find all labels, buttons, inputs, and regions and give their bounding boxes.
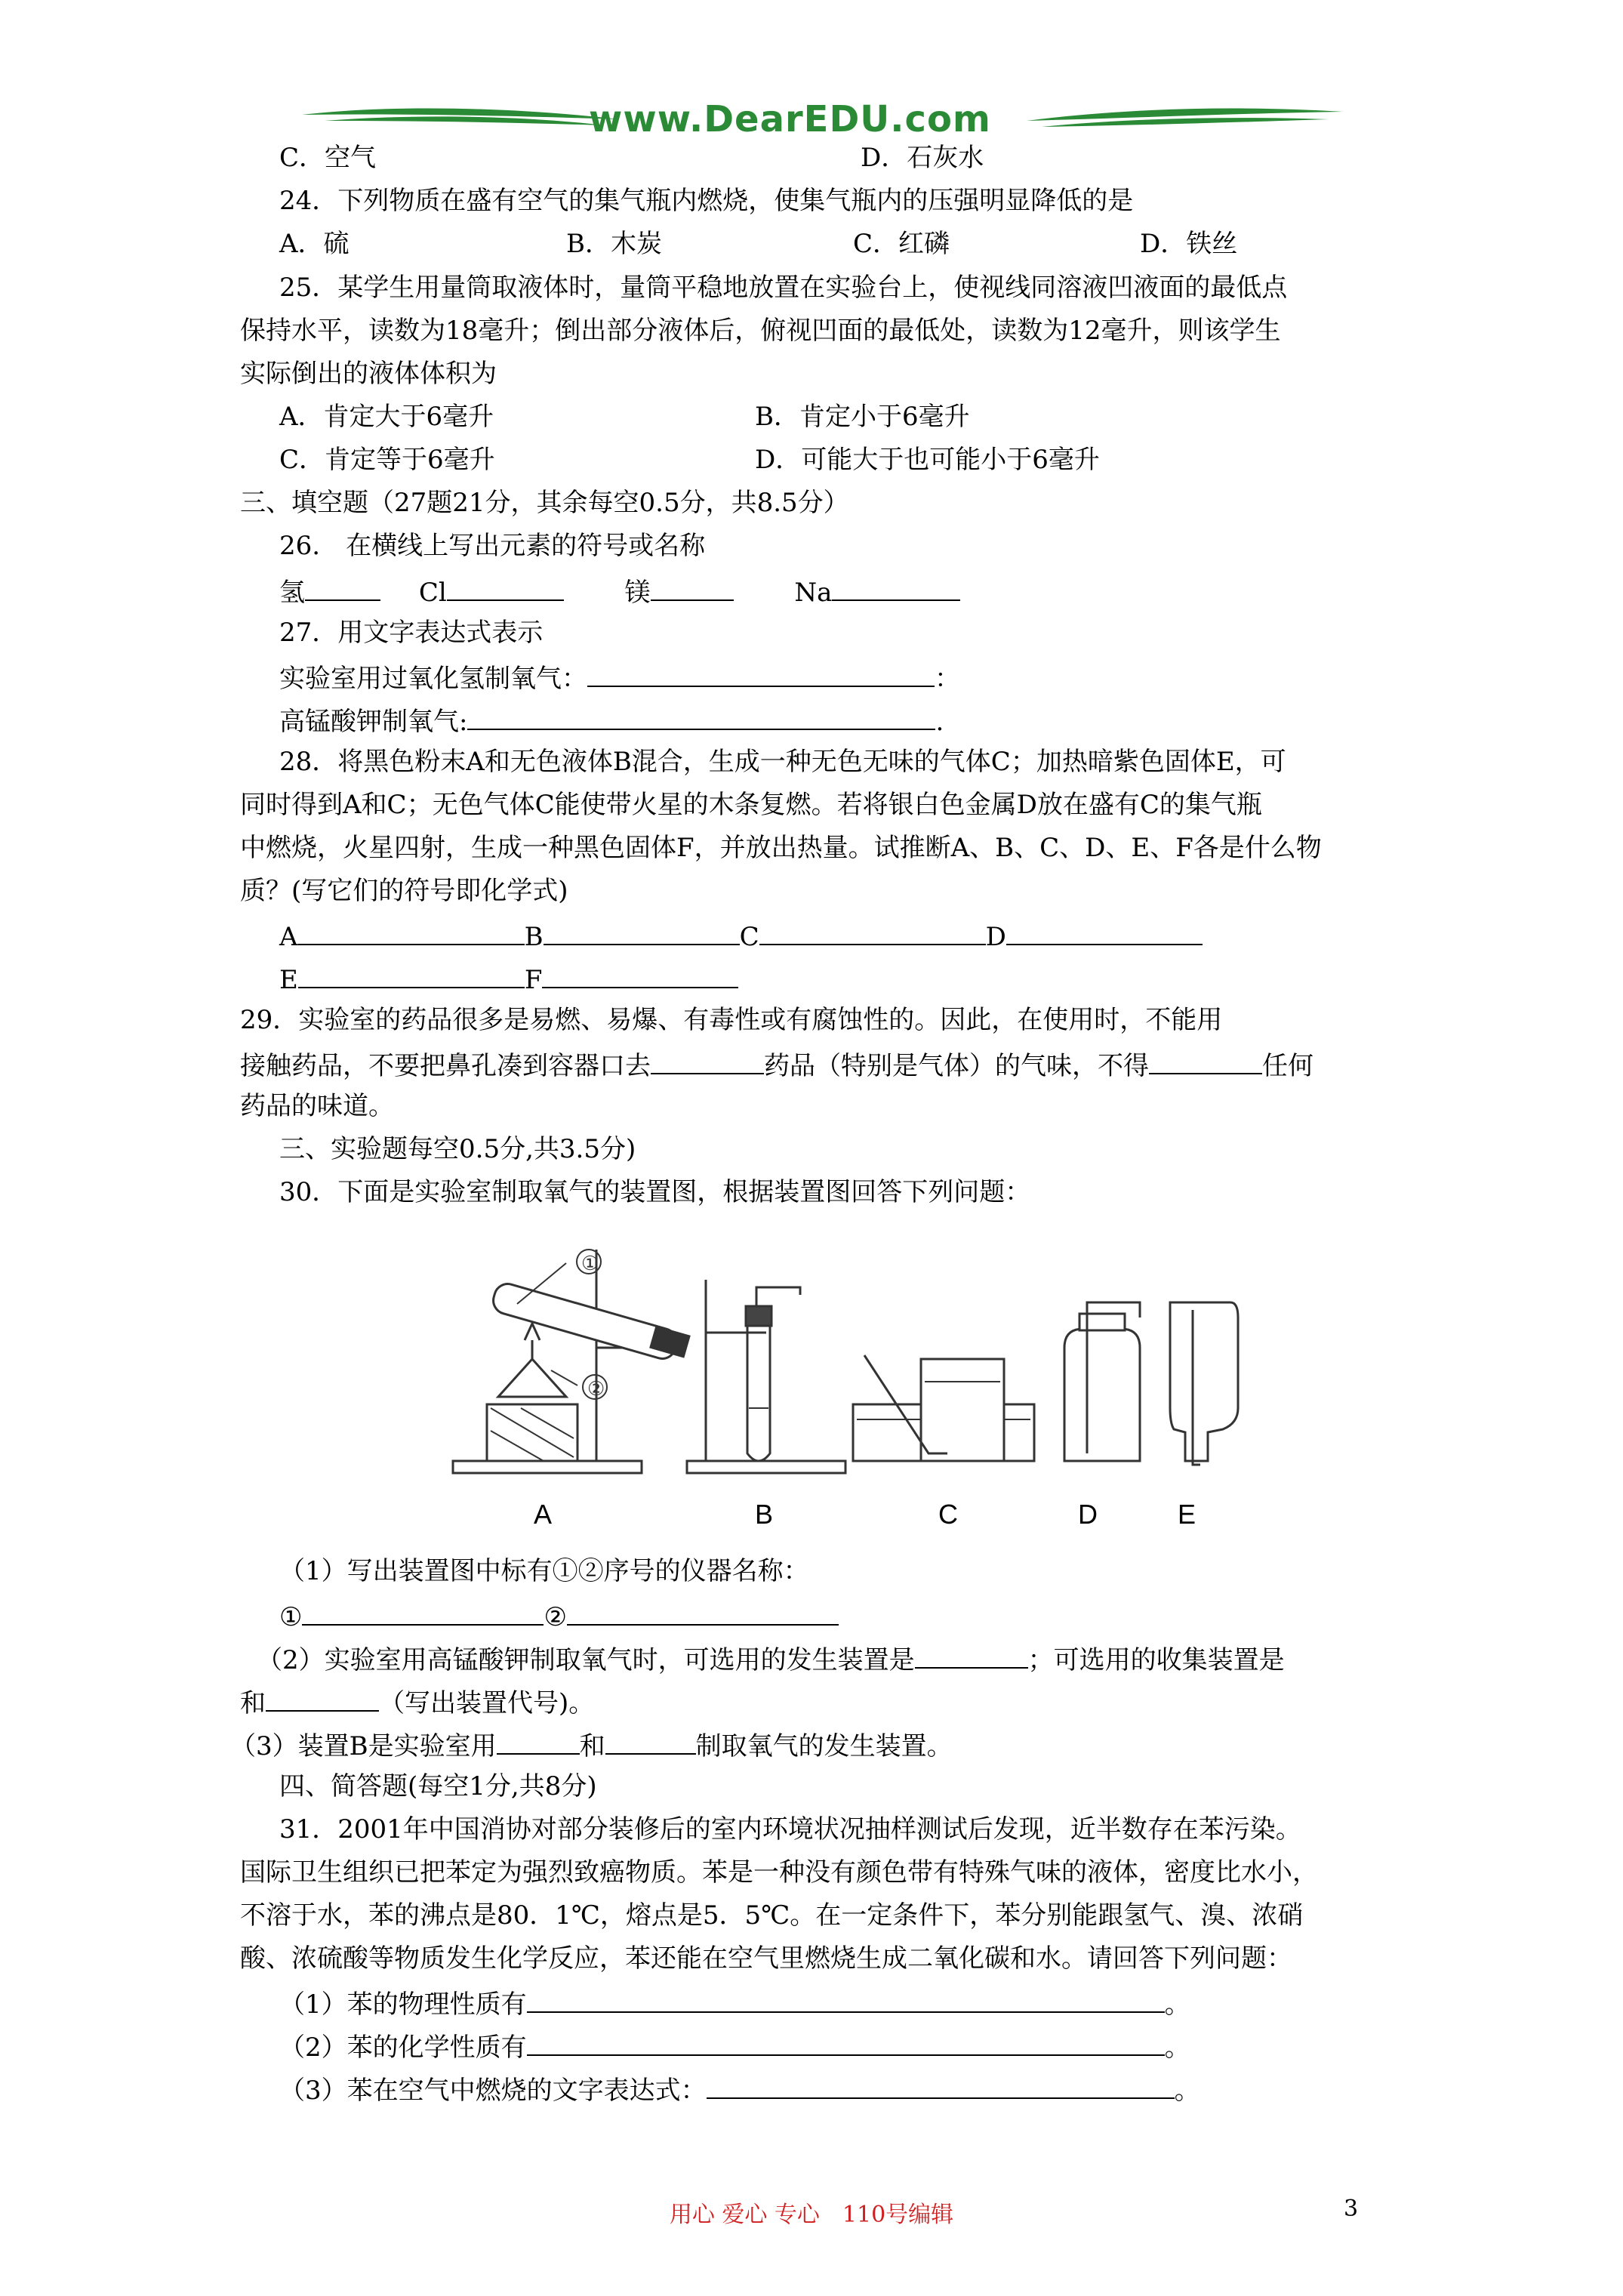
q30-part2-a: （2）实验室用高锰酸钾制取氧气时，可选用的发生装置是 bbox=[257, 1645, 915, 1675]
q30-blank-6[interactable] bbox=[605, 1727, 696, 1755]
q31-part1-label: （1）苯的物理性质有 bbox=[279, 1989, 527, 2020]
q28-label-e: E bbox=[279, 965, 298, 995]
q31-part2 bbox=[279, 2029, 1190, 2063]
q29-line2 bbox=[240, 1047, 1313, 1082]
q30-part1-blanks bbox=[279, 1598, 839, 1633]
q26-sodium: Na bbox=[794, 578, 833, 608]
q24-stem: 24．下列物质在盛有空气的集气瓶内燃烧，使集气瓶内的压强明显降低的是 bbox=[279, 186, 1134, 216]
q26-blank-2[interactable] bbox=[447, 574, 564, 601]
q28-line1: 28．将黑色粉末A和无色液体B混合，生成一种无色无味的气体C；加热暗紫色固体E，可 bbox=[279, 747, 1286, 777]
q29-part2: 药品（特别是气体）的气味，不得 bbox=[764, 1051, 1149, 1081]
label-a: A bbox=[534, 1499, 553, 1530]
page-number: 3 bbox=[1344, 2196, 1359, 2222]
label-d: D bbox=[1078, 1499, 1098, 1530]
q30-blank-2[interactable] bbox=[567, 1598, 839, 1626]
q28-blank-c[interactable] bbox=[759, 918, 986, 945]
q26-blank-4[interactable] bbox=[832, 574, 960, 601]
q31-part1-end: 。 bbox=[1164, 1989, 1190, 2020]
q29-blank-1[interactable] bbox=[651, 1047, 764, 1074]
q27a-end: ： bbox=[935, 664, 960, 694]
q28-label-f: F bbox=[524, 965, 543, 995]
q30-part3-b: 和 bbox=[579, 1731, 605, 1761]
banner-right-swoosh-2 bbox=[1042, 118, 1329, 127]
q26-stem: 26. 在横线上写出元素的符号或名称 bbox=[279, 531, 706, 561]
q29-blank-2[interactable] bbox=[1149, 1047, 1262, 1074]
q30-stem: 30．下面是实验室制取氧气的装置图，根据装置图回答下列问题： bbox=[279, 1177, 1031, 1207]
q30-blank-5[interactable] bbox=[497, 1727, 580, 1755]
label-c: C bbox=[938, 1499, 958, 1530]
q29-line3: 药品的味道。 bbox=[240, 1091, 394, 1121]
q27a-label: 实验室用过氧化氢制氧气： bbox=[279, 664, 587, 694]
q28-blank-b[interactable] bbox=[544, 918, 740, 945]
q31-line3: 不溶于水，苯的沸点是80．1℃，熔点是5．5℃。在一定条件下，苯分别能跟氢气、溴、浓硝 bbox=[240, 1900, 1304, 1931]
apparatus-d bbox=[1064, 1302, 1140, 1461]
q28-blanks-row1 bbox=[279, 918, 1203, 953]
q29-line1: 29．实验室的药品很多是易燃、易爆、有毒性或有腐蚀性的。因此，在使用时，不能用 bbox=[240, 1005, 1223, 1035]
q28-blank-a[interactable] bbox=[298, 918, 525, 945]
q31-blank-2[interactable] bbox=[527, 2029, 1165, 2056]
apparatus-e bbox=[1170, 1302, 1238, 1465]
apparatus-diagram bbox=[445, 1234, 1246, 1536]
q27b-label: 高锰酸钾制氧气: bbox=[279, 707, 468, 737]
label-e: E bbox=[1178, 1499, 1196, 1530]
q23-option-c: C．空气 bbox=[279, 143, 377, 173]
q28-label-d: D bbox=[985, 922, 1006, 952]
q27-stem: 27．用文字表达式表示 bbox=[279, 618, 544, 648]
q27-line-b bbox=[279, 703, 944, 738]
apparatus-a bbox=[453, 1250, 689, 1473]
q26-magnesium: 镁 bbox=[624, 578, 651, 608]
q28-label-a: A bbox=[279, 922, 298, 952]
q29-part1: 接触药品，不要把鼻孔凑到容器口去 bbox=[240, 1051, 651, 1081]
q28-label-b: B bbox=[524, 922, 544, 952]
q28-blank-f[interactable] bbox=[542, 961, 738, 988]
q30-blank-1[interactable] bbox=[302, 1598, 544, 1626]
q30-part1: （1）写出装置图中标有①②序号的仪器名称： bbox=[279, 1556, 809, 1586]
q25-option-b: B．肯定小于6毫升 bbox=[755, 402, 970, 432]
q26-blank-1[interactable] bbox=[305, 574, 380, 601]
q28-line3: 中燃烧，火星四射，生成一种黑色固体F，并放出热量。试推断A、B、C、D、E、F各是什么物 bbox=[240, 833, 1322, 863]
section-fill-in-heading: 三、填空题（27题21分，其余每空0.5分，共8.5分） bbox=[240, 488, 849, 518]
q26-chlorine: Cl bbox=[418, 578, 447, 608]
q30-part3-c: 制取氧气的发生装置。 bbox=[695, 1731, 953, 1761]
section-experiment-heading: 三、实验题每空0.5分,共3.5分) bbox=[279, 1134, 636, 1164]
q31-line1: 31．2001年中国消协对部分装修后的室内环境状况抽样测试后发现，近半数存在苯污染。 bbox=[279, 1814, 1301, 1845]
label-b: B bbox=[755, 1499, 774, 1530]
q31-part3-label: （3）苯在空气中燃烧的文字表达式： bbox=[279, 2076, 707, 2106]
q28-blanks-row2 bbox=[279, 961, 738, 996]
q27-line-a bbox=[279, 660, 960, 695]
q31-blank-1[interactable] bbox=[527, 1986, 1165, 2013]
q26-blank-3[interactable] bbox=[651, 574, 734, 601]
q30-circle-2: ② bbox=[544, 1602, 567, 1632]
q27b-blank[interactable] bbox=[467, 703, 935, 730]
q31-part3-end: 。 bbox=[1174, 2076, 1200, 2106]
q28-label-c: C bbox=[739, 922, 759, 952]
site-url: www.DearEDU.com bbox=[589, 98, 991, 140]
section-short-answer-heading: 四、简答题(每空1分,共8分) bbox=[279, 1771, 597, 1801]
q25-option-d: D．可能大于也可能小于6毫升 bbox=[755, 445, 1100, 475]
q30-part2-d: （写出装置代号)。 bbox=[379, 1688, 595, 1718]
q24-option-d: D．铁丝 bbox=[1140, 229, 1238, 259]
q30-part2-c: 和 bbox=[240, 1688, 266, 1718]
q26-hydrogen: 氢 bbox=[279, 578, 305, 608]
apparatus-b bbox=[687, 1280, 845, 1473]
q28-blank-e[interactable] bbox=[298, 961, 525, 988]
q31-part3 bbox=[279, 2072, 1200, 2106]
q30-part3 bbox=[230, 1727, 953, 1762]
footer-note: 用心 爱心 专心 110号编辑 bbox=[669, 2202, 954, 2228]
q23-option-d: D．石灰水 bbox=[861, 143, 984, 173]
q28-line2: 同时得到A和C；无色气体C能使带火星的木条复燃。若将银白色金属D放在盛有C的集气瓶 bbox=[240, 790, 1262, 820]
q25-line3: 实际倒出的液体体积为 bbox=[240, 359, 497, 389]
q31-blank-3[interactable] bbox=[707, 2072, 1175, 2099]
q27b-end: . bbox=[935, 707, 944, 737]
q30-circle-1: ① bbox=[279, 1602, 303, 1632]
q31-line2: 国际卫生组织已把苯定为强烈致癌物质。苯是一种没有颜色带有特殊气味的液体，密度比水小， bbox=[240, 1857, 1318, 1888]
callout-1: ① bbox=[581, 1253, 599, 1275]
banner-left-swoosh-2 bbox=[325, 116, 604, 125]
q25-option-c: C．肯定等于6毫升 bbox=[279, 445, 495, 475]
q28-line4: 质？(写它们的符号即化学式) bbox=[240, 876, 568, 906]
q31-part2-label: （2）苯的化学性质有 bbox=[279, 2032, 527, 2063]
q30-part2-b: ；可选用的收集装置是 bbox=[1027, 1645, 1285, 1675]
q24-option-b: B．木炭 bbox=[566, 229, 662, 259]
apparatus-c bbox=[853, 1355, 1034, 1461]
q31-line4: 酸、浓硫酸等物质发生化学反应，苯还能在空气里燃烧生成二氧化碳和水。请回答下列问题： bbox=[240, 1943, 1292, 1974]
q30-blank-3[interactable] bbox=[915, 1641, 1028, 1669]
q25-option-a: A．肯定大于6毫升 bbox=[279, 402, 494, 432]
q28-blank-d[interactable] bbox=[1006, 918, 1203, 945]
q30-part2-line2 bbox=[240, 1684, 594, 1719]
q30-part3-a: （3）装置B是实验室用 bbox=[230, 1731, 497, 1761]
q31-part2-end: 。 bbox=[1164, 2032, 1190, 2063]
q30-blank-4[interactable] bbox=[266, 1684, 379, 1712]
q25-line2: 保持水平，读数为18毫升；倒出部分液体后，俯视凹面的最低处，读数为12毫升，则该学生 bbox=[240, 316, 1281, 346]
callout-2: ② bbox=[587, 1378, 605, 1401]
q25-line1: 25．某学生用量筒取液体时，量筒平稳地放置在实验台上，使视线同溶液凹液面的最低点 bbox=[279, 273, 1288, 303]
q30-part2-line1 bbox=[257, 1641, 1285, 1676]
q29-part3: 任何 bbox=[1262, 1051, 1313, 1081]
q26-blanks bbox=[279, 574, 960, 609]
q24-option-c: C．红磷 bbox=[853, 229, 950, 259]
q31-part1 bbox=[279, 1986, 1190, 2020]
q24-option-a: A．硫 bbox=[279, 229, 350, 259]
q27a-blank[interactable] bbox=[587, 660, 935, 687]
